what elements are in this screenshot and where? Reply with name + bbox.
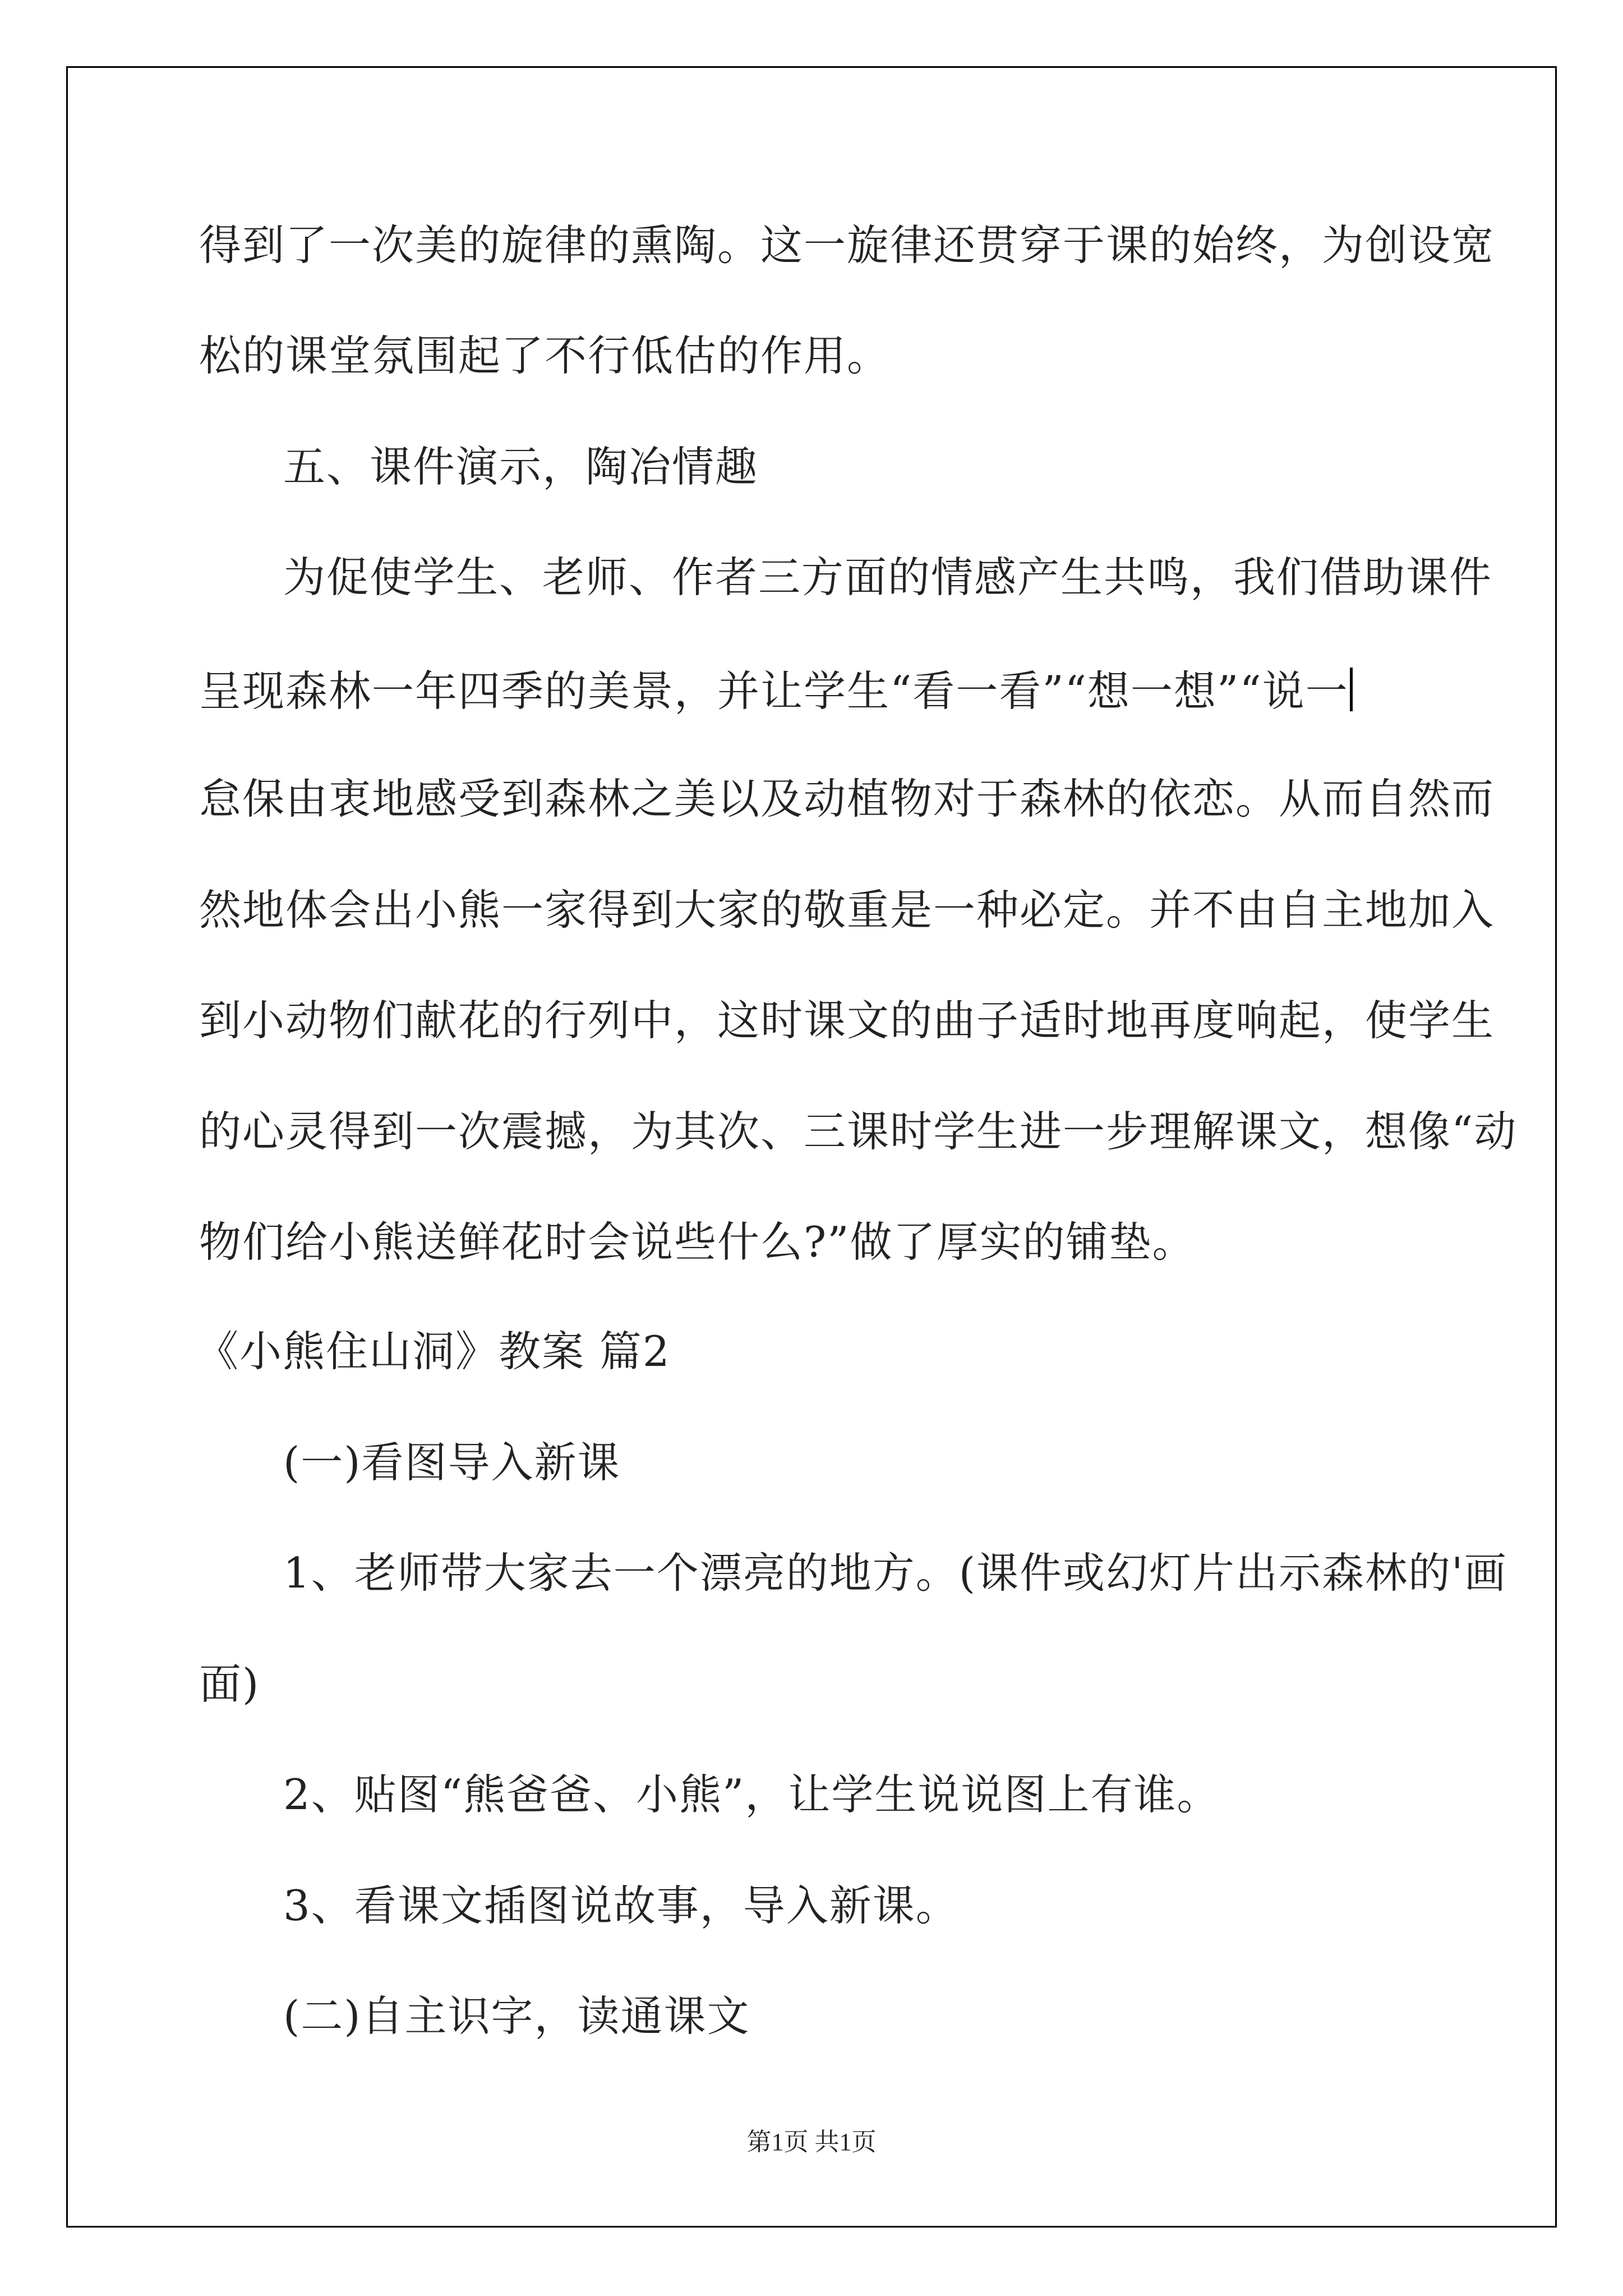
- paragraph-line: 为促使学生、老师、作者三方面的情感产生共鸣，我们借助课件: [283, 553, 1493, 602]
- section-heading: (二)自主识字，读通课文: [283, 1991, 750, 2041]
- document-title: 《小熊住山洞》教案 篇2: [196, 1327, 671, 1376]
- list-item: 2、贴图“熊爸爸、小熊”，让学生说说图上有谁。: [283, 1770, 1220, 1819]
- list-item: 1、老师带大家去一个漂亮的地方。(课件或幻灯片出示森林的'画: [283, 1548, 1507, 1598]
- paragraph-line: 松的课堂氛围起了不行低估的作用。: [199, 331, 891, 380]
- list-item: 3、看课文插图说故事，导入新课。: [283, 1881, 959, 1930]
- paragraph-text: 呈现森林一年四季的美景，并让学生“看一看”“想一想”“说一: [199, 666, 1349, 716]
- paragraph-line: [199, 666, 1353, 716]
- page-footer: 第1页 共1页: [746, 2128, 877, 2156]
- paragraph-line: 然地体会出小熊一家得到大家的敬重是一种必定。并不由自主地加入: [199, 885, 1495, 935]
- section-heading: (一)看图导入新课: [283, 1438, 621, 1487]
- paragraph-line: 物们给小熊送鲜花时会说些什么?”做了厚实的铺垫。: [199, 1217, 1196, 1267]
- text-cursor-icon: [1350, 668, 1353, 711]
- paragraph-line: 怠保由衷地感受到森林之美以及动植物对于森林的依恋。从而自然而: [199, 774, 1495, 823]
- paragraph-line: 到小动物们献花的行列中，这时课文的曲子适时地再度响起，使学生: [199, 996, 1495, 1045]
- section-heading: 五、课件演示，陶冶情趣: [283, 442, 759, 491]
- paragraph-line: 得到了一次美的旋律的熏陶。这一旋律还贯穿于课的始终，为创设宽: [199, 220, 1495, 270]
- paragraph-line: 面): [199, 1659, 260, 1709]
- paragraph-line: 的心灵得到一次震撼，为其次、三课时学生进一步理解课文，想像“动: [199, 1107, 1518, 1156]
